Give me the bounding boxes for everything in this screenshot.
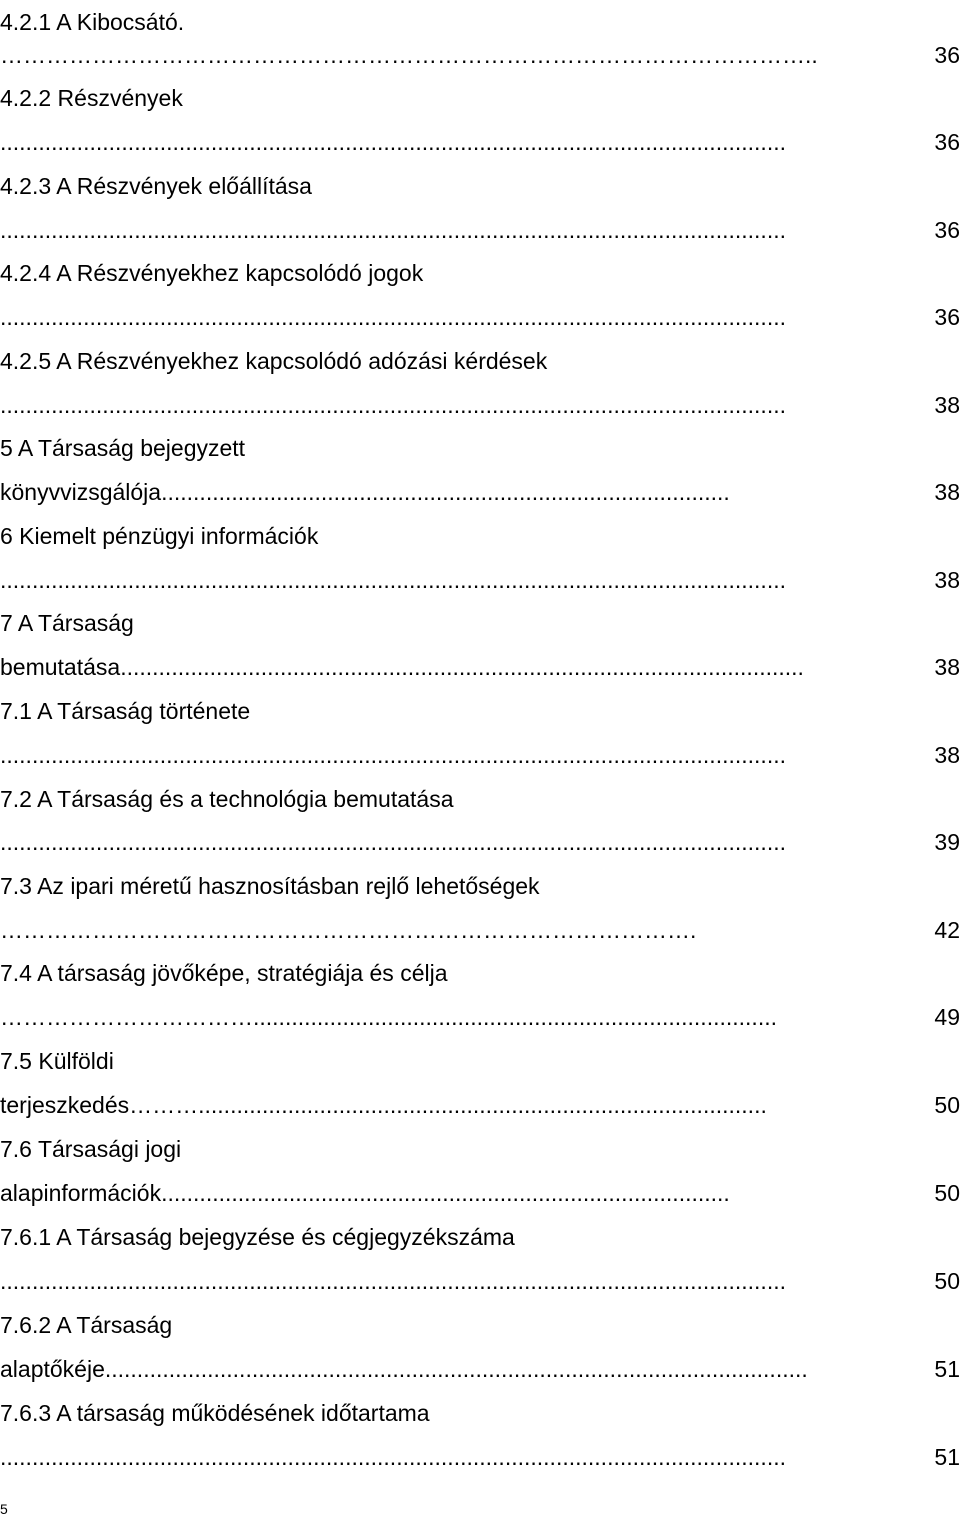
dot-leader: ………………………………………………………………………………. [0, 917, 697, 943]
toc-entry-title-text: 7.1 A Társaság története [0, 698, 251, 724]
toc-entry-leader-row[interactable] [0, 1347, 960, 1391]
toc-entry-title [0, 1127, 960, 1171]
toc-page-number: 38 [934, 392, 960, 418]
toc-entry-leader-row[interactable] [0, 1171, 960, 1215]
toc-entry-lead-text: alapinformációk [0, 1180, 162, 1206]
dot-leader: ........................................................................................................................... [0, 392, 786, 418]
toc-entry-title-text: 7.6.2 A Társaság [0, 1312, 173, 1338]
toc-entry-lead-text: bemutatása [0, 654, 121, 680]
toc-entry-lead-text: terjeszkedés [0, 1092, 130, 1118]
toc-entry-leader-row[interactable] [0, 820, 960, 864]
toc-entry-title [0, 251, 960, 295]
toc-entry-leader-row[interactable] [0, 33, 960, 77]
toc-entry-title [0, 1215, 960, 1259]
toc-page-number: 38 [934, 742, 960, 768]
toc-entry-title [0, 1391, 960, 1435]
toc-entry-leader-row[interactable] [0, 908, 960, 952]
toc-page-number: 42 [934, 917, 960, 943]
toc-entry-title-text: 5 A Társaság bejegyzett [0, 435, 246, 461]
toc-page-number: 38 [934, 479, 960, 505]
toc-entry-title [0, 777, 960, 821]
toc-entry-leader-row[interactable] [0, 1259, 960, 1303]
page-footer-number: 5 [0, 1501, 8, 1517]
toc-entry-lead-text: könyvvizsgálója [0, 479, 162, 505]
toc-entry-leader-row[interactable] [0, 558, 960, 602]
toc-entry-title-text: 4.2.3 A Részvények előállítása [0, 173, 312, 199]
toc-entry-title-text: 7.4 A társaság jövőképe, stratégiája és célja [0, 960, 448, 986]
toc-entry-leader-row[interactable] [0, 295, 960, 339]
toc-entry-title [0, 164, 960, 208]
dot-leader: ........................................................................................................................... [0, 217, 786, 243]
toc-page-number: 51 [934, 1356, 960, 1382]
toc-entry-title-text: 4.2.5 A Részvényekhez kapcsolódó adózási kérdések [0, 348, 548, 374]
dot-leader: …………………………………………………………………………………………….. [0, 42, 818, 68]
dot-leader: …………………………….................................................................................. [0, 1004, 777, 1030]
toc-entry-title [0, 514, 960, 558]
toc-entry-leader-row[interactable] [0, 995, 960, 1039]
toc-entry-leader-row[interactable] [0, 645, 960, 689]
toc-entry-title-text: 6 Kiemelt pénzügyi információk [0, 523, 319, 549]
toc-entry-leader-row[interactable] [0, 383, 960, 427]
toc-entry-leader-row[interactable] [0, 1083, 960, 1127]
toc-page-number: 36 [934, 42, 960, 68]
toc-page-number: 50 [934, 1180, 960, 1206]
dot-leader: ........................................................................................................................... [0, 742, 786, 768]
dot-leader: ........................................................................................................... [120, 654, 804, 680]
toc-page-number: 50 [934, 1268, 960, 1294]
dot-leader: ......................................................................................... [161, 479, 730, 505]
toc-page-number: 36 [934, 304, 960, 330]
toc-entry-title-text: 4.2.1 A Kibocsátó. [0, 9, 185, 35]
toc-page-number: 36 [934, 129, 960, 155]
toc-page-number: 38 [934, 567, 960, 593]
toc-page-number: 50 [934, 1092, 960, 1118]
toc-entry-title-text: 7.2 A Társaság és a technológia bemutatása [0, 786, 454, 812]
dot-leader: .............................................................................................................. [104, 1356, 808, 1382]
toc-entry-leader-row[interactable] [0, 208, 960, 252]
toc-entry-title-text: 7.6.1 A Társaság bejegyzése és cégjegyzékszáma [0, 1224, 515, 1250]
toc-entry-title [0, 1039, 960, 1083]
dot-leader: ......................................................................................... [161, 1180, 730, 1206]
toc-page-number: 51 [934, 1444, 960, 1470]
dot-leader: ………......................................................................................... [129, 1092, 767, 1118]
dot-leader: ........................................................................................................................... [0, 1444, 786, 1470]
toc-entry-leader-row[interactable] [0, 120, 960, 164]
toc-entry-title-text: 7 A Társaság [0, 610, 134, 636]
dot-leader: ........................................................................................................................... [0, 567, 786, 593]
toc-entry-title [0, 601, 960, 645]
toc-page-number: 38 [934, 654, 960, 680]
toc-entry-title [0, 339, 960, 383]
toc-entry-title-text: 4.2.4 A Részvényekhez kapcsolódó jogok [0, 260, 424, 286]
toc-entry-title [0, 426, 960, 470]
toc-entry-title-text: 7.6 Társasági jogi [0, 1136, 182, 1162]
toc-entry-leader-row[interactable] [0, 1435, 960, 1479]
toc-page-number: 36 [934, 217, 960, 243]
toc-entry-title-text: 7.6.3 A társaság működésének időtartama [0, 1400, 430, 1426]
toc-entry-leader-row[interactable] [0, 733, 960, 777]
toc-entry-title [0, 1303, 960, 1347]
toc-page-number: 49 [934, 1004, 960, 1030]
dot-leader: ........................................................................................................................... [0, 829, 786, 855]
toc-entry-leader-row[interactable] [0, 470, 960, 514]
toc-entry-title [0, 951, 960, 995]
dot-leader: ........................................................................................................................... [0, 1268, 786, 1294]
toc-entry-title-text: 7.3 Az ipari méretű hasznosításban rejlő lehetőségek [0, 873, 540, 899]
toc-entry-lead-text: alaptőkéje [0, 1356, 105, 1382]
toc-entry-title-text: 4.2.2 Részvények [0, 85, 183, 111]
dot-leader: ........................................................................................................................... [0, 129, 786, 155]
dot-leader: ........................................................................................................................... [0, 304, 786, 330]
toc-entry-title-text: 7.5 Külföldi [0, 1048, 114, 1074]
toc-entry-title [0, 76, 960, 120]
toc-entry-title [0, 689, 960, 733]
toc-page-number: 39 [934, 829, 960, 855]
toc-entry-title [0, 864, 960, 908]
